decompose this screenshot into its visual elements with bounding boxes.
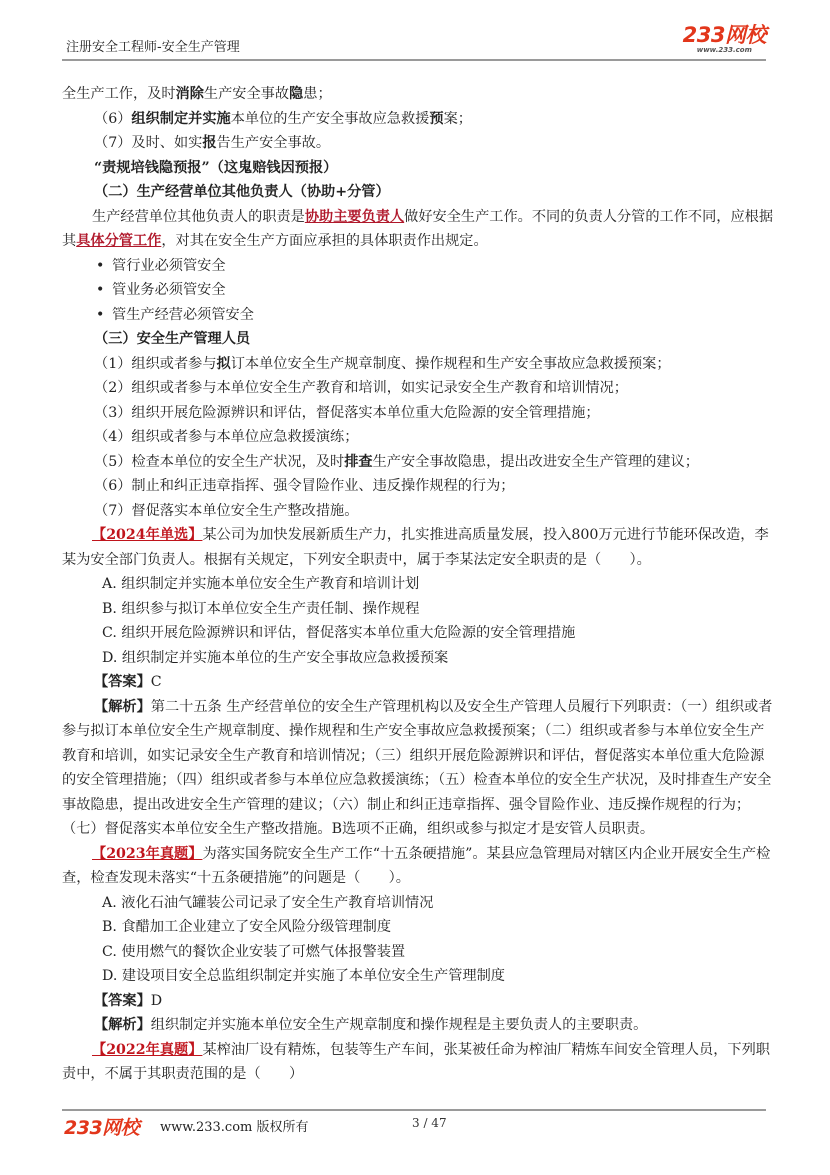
bold-text: 排查 bbox=[344, 453, 373, 470]
header-title: 注册安全工程师-安全生产管理 bbox=[66, 40, 240, 55]
duty-item-7 bbox=[62, 131, 774, 156]
bullet-item: • 管行业必须管安全 bbox=[62, 254, 774, 279]
option-d: D. 组织制定并实施本单位的生产安全事故应急救援预案 bbox=[102, 649, 449, 666]
duty-list-item bbox=[62, 352, 774, 377]
bold-text: 组织制定并实施 bbox=[131, 110, 231, 127]
question-2022-stem bbox=[62, 1038, 774, 1087]
analysis-paragraph bbox=[62, 1013, 774, 1038]
question-2024-stem bbox=[62, 523, 774, 572]
question-tag: 【2023年真题】 bbox=[92, 845, 203, 862]
analysis-label: 【解析】 bbox=[94, 698, 151, 715]
text: 本单位的生产安全事故应急救援 bbox=[230, 110, 430, 127]
duty-list-item bbox=[62, 376, 774, 401]
paragraph-other-leaders bbox=[62, 205, 774, 254]
page-footer bbox=[64, 1113, 764, 1137]
text: （7）督促落实本单位安全生产整改措施。 bbox=[94, 502, 359, 519]
option-d: D. 建设项目安全总监组织制定并实施了本单位安全生产管理制度 bbox=[102, 968, 505, 984]
text: （6）制止和纠正违章指挥、强令冒险作业、违反操作规程的行为； bbox=[94, 478, 515, 494]
question-text: 某榨油厂设有精炼，包装等生产车间，张某被任命为榨油厂精炼车间安全管理人员，下列职责中，不属于其职责范围的是（ ） bbox=[62, 1041, 770, 1082]
text: 生产安全事故隐患，提出改进安全生产管理的建议； bbox=[372, 453, 699, 470]
text: 生产安全事故 bbox=[203, 86, 290, 102]
mnemonic: “责规培钱隐预报”（这鬼赔钱因预报） bbox=[94, 159, 338, 176]
option-b: B. 食醋加工企业建立了安全风险分级管理制度 bbox=[102, 919, 392, 935]
footer-logo[interactable]: 233网校 bbox=[64, 1117, 140, 1139]
text: （5）检查本单位的安全生产状况，及时 bbox=[94, 453, 345, 470]
text: （4）组织或者参与本单位应急救援演练； bbox=[94, 429, 359, 445]
question-text: 某公司为加快发展新质生产力，扎实推进高质量发展，投入800万元进行节能环保改造，李某为安全部门负责人。根据有关规定，下列安全职责中，属于李某法定安全职责的是（ ）。 bbox=[62, 527, 769, 568]
bold-text: 消除 bbox=[175, 86, 204, 102]
bold-text: 拟 bbox=[216, 355, 231, 372]
brand-logo[interactable] bbox=[683, 24, 766, 54]
copyright-text: www.233.com 版权所有 bbox=[160, 1120, 309, 1135]
answer-label: 【答案】 bbox=[94, 674, 151, 690]
text: （3）组织开展危险源辨识和评估，督促落实本单位重大危险源的安全管理措施； bbox=[94, 404, 600, 421]
question-text: 为落实国务院安全生产工作“十五条硬措施”。某县应急管理局对辖区内企业开展安全生产检查，检查发现未落实“十五条硬措施”的问题是（ ）。 bbox=[62, 845, 771, 886]
document-body bbox=[62, 82, 774, 1087]
text: 全生产工作，及时 bbox=[62, 86, 176, 102]
question-tag: 【2022年真题】 bbox=[92, 1041, 203, 1058]
logo-url: www.233.com bbox=[696, 46, 752, 54]
text: （1）组织或者参与 bbox=[94, 355, 217, 372]
answer-label: 【答案】 bbox=[94, 992, 151, 1009]
page-number: 3 / 47 bbox=[412, 1116, 447, 1130]
duty-list-item bbox=[62, 499, 774, 524]
bold-text: 预 bbox=[429, 110, 444, 127]
footer-divider bbox=[62, 1109, 766, 1111]
text: （2）组织或者参与本单位安全生产教育和培训，如实记录安全生产教育和培训情况； bbox=[94, 380, 628, 396]
header-divider bbox=[62, 59, 766, 61]
highlight-text: 协助主要负责人 bbox=[304, 208, 405, 225]
option-a: A. 组织制定并实施本单位安全生产教育和培训计划 bbox=[102, 576, 420, 592]
duty-item-6 bbox=[62, 107, 774, 132]
answer-value: C bbox=[150, 674, 162, 690]
section-heading-3: （三）安全生产管理人员 bbox=[94, 331, 251, 347]
duty-list-item bbox=[62, 450, 774, 475]
bullet-item: • 管业务必须管安全 bbox=[62, 278, 774, 303]
logo-text: 233网校 bbox=[682, 23, 766, 47]
bold-text: 报 bbox=[202, 135, 217, 151]
question-2023-stem bbox=[62, 842, 774, 891]
duty-list-item bbox=[62, 401, 774, 426]
duty-list-item bbox=[62, 425, 774, 450]
analysis-text: 组织制定并实施本单位安全生产规章制度和操作规程是主要负责人的主要职责。 bbox=[150, 1017, 648, 1033]
analysis-paragraph bbox=[62, 695, 774, 842]
answer-line bbox=[62, 989, 774, 1014]
option-a: A. 液化石油气罐装公司记录了安全生产教育培训情况 bbox=[102, 894, 434, 911]
page-header bbox=[62, 24, 766, 60]
option-b: B. 组织参与拟订本单位安全生产责任制、操作规程 bbox=[102, 600, 420, 617]
analysis-text: 第二十五条 生产经营单位的安全生产管理机构以及安全生产管理人员履行下列职责：（一）组织或者参与拟订本单位安全生产规章制度、操作规程和生产安全事故应急救援预案；（二）组织或者参与本单位安全生产教育和培训，如实记录安全生产教育和培训情况；（三）组织开展危险源辨识和评估，督促落实本单位重大危险源的安全管理措施；（四）组织或者参与本单位应急救援演练；（五）检查本单位的安全生产状况，及时排查生产安全事故隐患，提出改进安全生产管理的建议；（六）制止和纠正违章指挥、强令冒险作业、违反操作规程的行为；（七）督促落实本单位安全生产整改措施。B选项不正确，组织或参与拟定才是安管人员职责。 bbox=[62, 698, 773, 837]
answer-value: D bbox=[150, 992, 163, 1009]
text: 案； bbox=[443, 110, 472, 127]
duty-list-item bbox=[62, 474, 774, 499]
answer-line bbox=[62, 670, 774, 695]
option-c: C. 组织开展危险源辨识和评估，督促落实本单位重大危险源的安全管理措施 bbox=[102, 625, 576, 641]
text: 告生产安全事故。 bbox=[216, 135, 331, 151]
text: 做好安全生产工作。不同的负责人分管的工作不同，应根据其 bbox=[62, 208, 774, 249]
text: （7）及时、如实 bbox=[94, 135, 203, 151]
text: ，对其在安全生产方面应承担的具体职责作出规定。 bbox=[161, 233, 488, 249]
analysis-label: 【解析】 bbox=[94, 1017, 151, 1033]
highlight-text: 具体分管工作 bbox=[76, 233, 162, 249]
text: 订本单位安全生产规章制度、操作规程和生产安全事故应急救援预案； bbox=[230, 355, 671, 372]
text: 生产经营单位其他负责人的职责是 bbox=[92, 208, 305, 225]
question-tag: 【2024年单选】 bbox=[92, 527, 203, 543]
section-heading-2: （二）生产经营单位其他负责人（协助+分管） bbox=[94, 184, 390, 200]
text: 患； bbox=[303, 86, 332, 102]
paragraph-continuation bbox=[62, 82, 774, 107]
text: （6） bbox=[94, 110, 132, 127]
option-c: C. 使用燃气的餐饮企业安装了可燃气体报警装置 bbox=[102, 943, 406, 960]
bullet-item: • 管生产经营必须管安全 bbox=[62, 303, 774, 328]
bold-text: 隐 bbox=[289, 86, 304, 102]
